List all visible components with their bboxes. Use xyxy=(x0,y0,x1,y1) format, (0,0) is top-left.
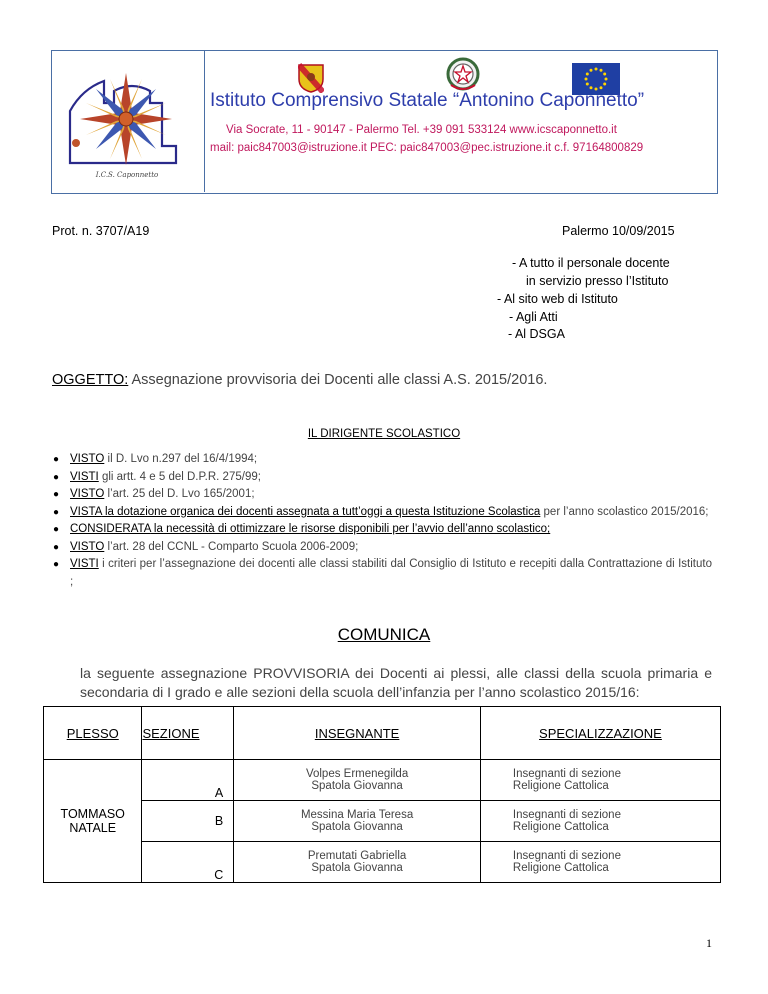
letterhead xyxy=(51,50,718,194)
specializzazione-cell: Insegnanti di sezione Religione Cattolica xyxy=(480,801,720,842)
compass-rose-logo-icon xyxy=(52,51,202,191)
school-name: Istituto Comprensivo Statale “Antonino Caponnetto” xyxy=(210,90,645,111)
protocol-number: Prot. n. 3707/A19 xyxy=(52,224,150,238)
list-item: ● CONSIDERATA la necessità di ottimizzare le risorse disponibili per l’avvio dell’anno scolastico; xyxy=(53,523,551,535)
considerations-list xyxy=(52,451,712,591)
list-item: ● VISTO il D. Lvo n.297 del 16/4/1994; xyxy=(53,453,258,465)
assignment-table xyxy=(43,706,721,883)
column-header-sezione: SEZIONE xyxy=(142,707,234,760)
page-number: 1 xyxy=(706,936,712,950)
specializzazione-cell: Insegnanti di sezione Religione Cattolica xyxy=(480,760,720,801)
document-date: Palermo 10/09/2015 xyxy=(562,224,675,238)
sezione-cell: B xyxy=(142,801,234,842)
sezione-cell: A xyxy=(142,760,234,801)
column-header-insegnante: INSEGNANTE xyxy=(234,707,481,760)
school-logo xyxy=(52,51,205,192)
issuer-heading: IL DIRIGENTE SCOLASTICO xyxy=(307,428,461,440)
intro-paragraph: la seguente assegnazione PROVVISORIA dei Docenti ai plessi, alle classi della scuola primaria e secondaria di I grado e alle sezioni della scuola dell’infanzia per l’anno scolastico 2015/16: xyxy=(80,665,712,700)
table-row xyxy=(44,842,721,883)
table-header-row xyxy=(44,707,721,760)
recipient-line: - A tutto il personale docente xyxy=(512,256,670,270)
logo-caption: I.C.S. Caponnetto xyxy=(95,171,159,179)
list-item: ● VISTO l’art. 28 del CCNL - Comparto Scuola 2006-2009; xyxy=(53,540,359,553)
recipient-line: - Al DSGA xyxy=(508,327,565,341)
announcement-heading: COMUNICA xyxy=(337,625,431,644)
subject-text: Assegnazione provvisoria dei Docenti alle classi A.S. 2015/2016. xyxy=(128,372,548,388)
italian-republic-emblem-icon xyxy=(445,55,481,93)
list-item: ● VISTO l’art. 25 del D. Lvo 165/2001; xyxy=(53,488,255,500)
sezione-cell: C xyxy=(142,842,234,883)
list-item: ● VISTI i criteri per l’assegnazione dei docenti alle classi stabiliti dal Consiglio di Istituto e recepiti dalla Contrattazione di Istituto ; xyxy=(53,558,712,588)
recipient-line: - Agli Atti xyxy=(509,310,558,324)
plesso-cell: TOMMASO NATALE xyxy=(44,760,142,883)
column-header-specializzazione: SPECIALIZZAZIONE xyxy=(480,707,720,760)
insegnante-cell: Messina Maria Teresa Spatola Giovanna xyxy=(234,801,481,842)
table-row xyxy=(44,760,721,801)
school-address: Via Socrate, 11 - 90147 - Palermo Tel. +39 091 533124 www.icscaponnetto.it xyxy=(226,124,617,136)
insegnante-cell: Volpes Ermenegilda Spatola Giovanna xyxy=(234,760,481,801)
school-contacts: mail: paic847003@istruzione.it PEC: paic847003@pec.istruzione.it c.f. 97164800829 xyxy=(210,142,644,154)
specializzazione-cell: Insegnanti di sezione Religione Cattolica xyxy=(480,842,720,883)
list-item: ● VISTA la dotazione organica dei docenti assegnata a tutt’oggi a questa Istituzione Scolastica per l’anno scolastico 2015/2016; xyxy=(53,505,709,518)
list-item: ● VISTI gli artt. 4 e 5 del D.P.R. 275/99; xyxy=(53,470,261,483)
insegnante-cell: Premutati Gabriella Spatola Giovanna xyxy=(234,842,481,883)
subject-line xyxy=(52,372,547,388)
column-header-plesso: PLESSO xyxy=(44,707,142,760)
subject-label: OGGETTO: xyxy=(52,372,129,388)
recipient-line: - Al sito web di Istituto xyxy=(497,292,618,306)
sicily-region-emblem-icon xyxy=(298,63,324,93)
recipient-line: in servizio presso l’Istituto xyxy=(526,274,669,288)
table-row xyxy=(44,801,721,842)
